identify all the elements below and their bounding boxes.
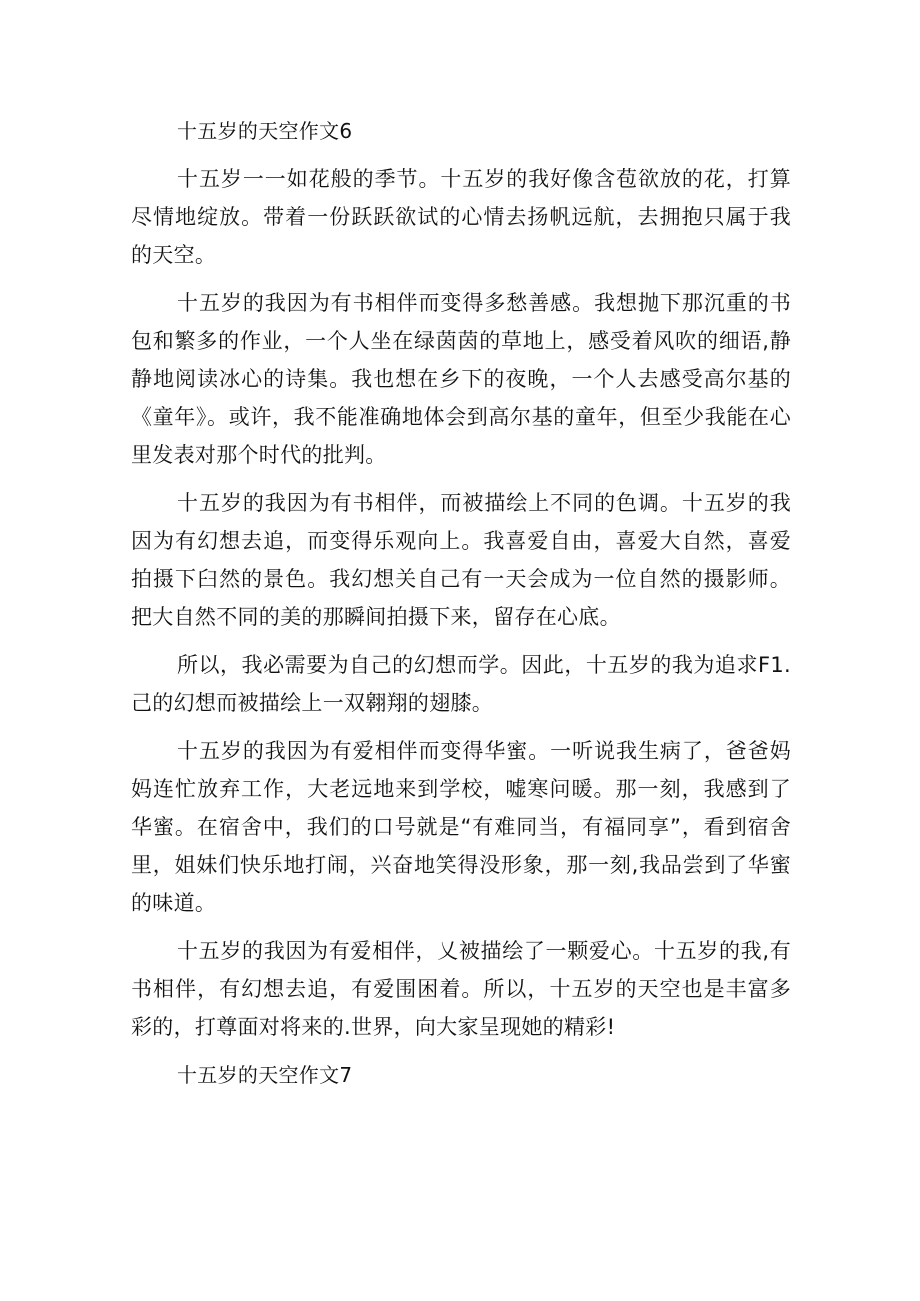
paragraph-2: 十五岁的我因为有书相伴而变得多愁善感。我想抛下那沉重的书包和繁多的作业，一个人坐在绿茵茵的草地上，感受着风吹的细语,静静地阅读冰心的诗集。我也想在乡下的夜晚，一个人去感受高尔基的《童年》。或许，我不能准确地体会到高尔基的童年，但至少我能在心里发表对那个时代的批判。 [131,291,791,467]
paragraph-1: 十五岁一一如花般的季节。十五岁的我好像含苞欲放的花，打算尽情地绽放。带着一份跃跃欲试的心情去扬帆远航，去拥抱只属于我的天空。 [131,167,791,267]
essay-title-6: 十五岁的天空作文6 [177,119,353,143]
essay-title-7: 十五岁的天空作文7 [177,1063,353,1087]
paragraph-4: 所以，我必需要为自己的幻想而学。因此，十五岁的我为追求F1.己的幻想而被描绘上一双翱翔的翅膝。 [131,653,791,715]
document-body [131,112,791,1104]
paragraph-3: 十五岁的我因为有书相伴，而被描绘上不同的色调。十五岁的我因为有幻想去追，而变得乐观向上。我喜爱自由，喜爱大自然，喜爱拍摄下臼然的景色。我幻想关自己有一天会成为一位自然的摄影师。把大自然不同的美的那瞬间拍摄下来，留存在心底。 [131,491,791,629]
paragraph-6: 十五岁的我因为有爱相伴，乂被描绘了一颗爱心。十五岁的我,有书相伴，有幻想去追，有爱围困着。所以，十五岁的天空也是丰富多彩的，打尊面对将来的.世界，向大家呈现她的精彩! [131,939,791,1039]
paragraph-5: 十五岁的我因为有爱相伴而变得华蜜。一听说我生病了，爸爸妈妈连忙放弃工作，大老远地来到学校，嘘寒问暖。那一刻，我感到了华蜜。在宿舍中，我们的口号就是“有难同当，有福同享”，看到宿舍里，姐妹们快乐地打闹，兴奋地笑得没形象，那一刻,我品尝到了华蜜的味道。 [131,739,791,915]
